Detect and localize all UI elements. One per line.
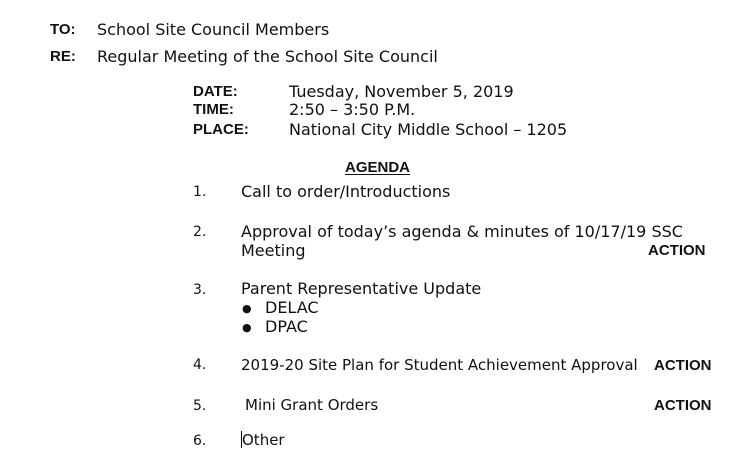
agenda-item-text: Mini Grant Orders	[245, 396, 379, 414]
re-label: RE:	[50, 48, 76, 65]
to-label: TO:	[50, 21, 76, 38]
place-label: PLACE:	[193, 121, 249, 138]
agenda-item-text: Call to order/Introductions	[241, 182, 451, 201]
agenda-item-text: Approval of today’s agenda & minutes of 10/17/19 SSC	[241, 222, 683, 241]
to-value: School Site Council Members	[97, 20, 330, 39]
agenda-item-text-continued: Meeting	[241, 241, 306, 260]
agenda-item-number: 6.	[193, 433, 207, 449]
time-label: TIME:	[193, 101, 234, 118]
agenda-item-text: Other	[242, 431, 285, 449]
time-value: 2:50 – 3:50 P.M.	[289, 100, 416, 119]
agenda-item-number: 3.	[193, 282, 207, 298]
date-value: Tuesday, November 5, 2019	[289, 82, 514, 101]
action-label: ACTION	[654, 397, 712, 414]
agenda-item-number: 5.	[193, 398, 207, 414]
place-value: National City Middle School – 1205	[289, 120, 568, 139]
agenda-item-text: Parent Representative Update	[241, 279, 482, 298]
bullet-item: DELAC	[265, 298, 319, 317]
agenda-item-number: 2.	[193, 224, 207, 240]
date-label: DATE:	[193, 83, 238, 100]
agenda-item-text: 2019-20 Site Plan for Student Achievement Approval	[241, 356, 638, 374]
bullet-item: DPAC	[265, 317, 308, 336]
agenda-title: AGENDA	[345, 159, 411, 176]
agenda-item-number: 1.	[193, 184, 207, 200]
agenda-item-number: 4.	[193, 357, 207, 373]
bullet-icon: ●	[242, 302, 252, 315]
action-label: ACTION	[654, 357, 712, 374]
re-value: Regular Meeting of the School Site Council	[97, 47, 438, 66]
action-label: ACTION	[648, 242, 706, 259]
bullet-icon: ●	[242, 321, 252, 334]
agenda-item-text-line[interactable]	[241, 431, 285, 449]
